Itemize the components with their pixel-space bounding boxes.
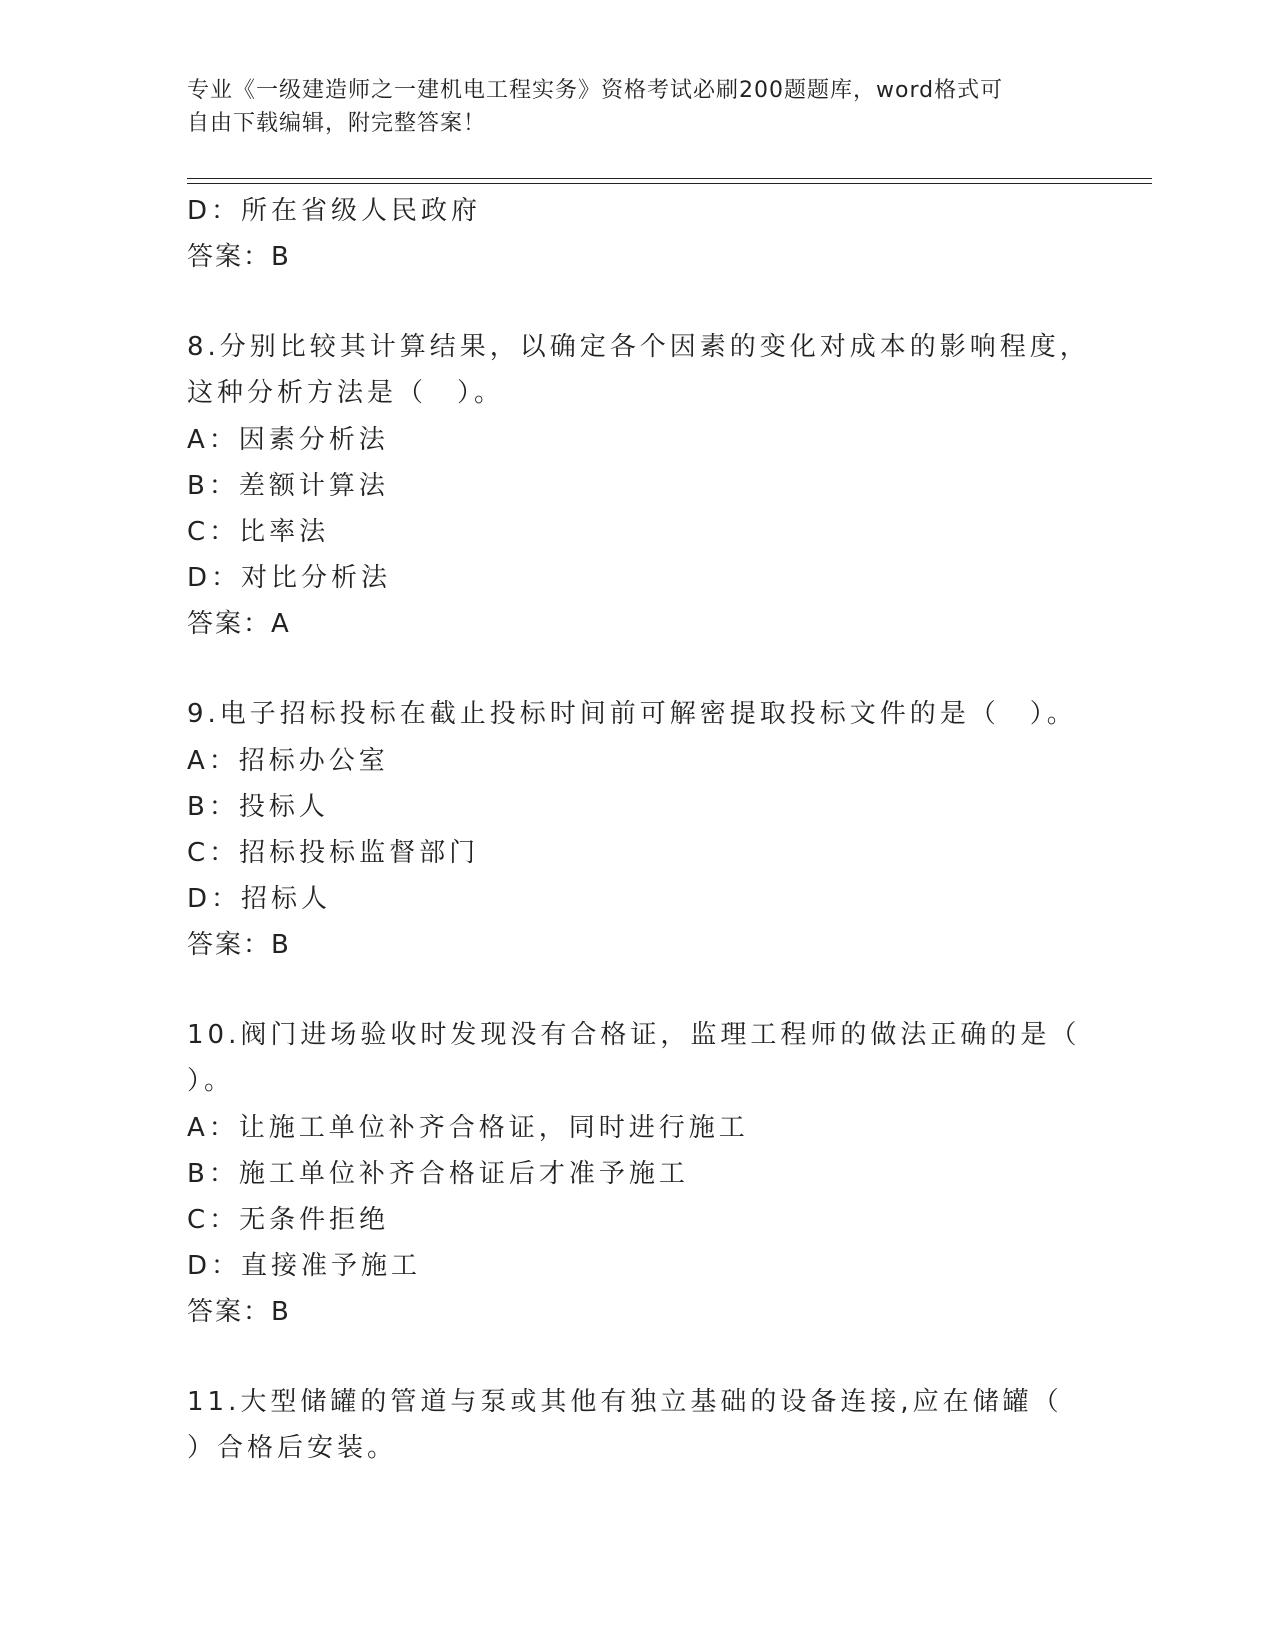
option-d: D：对比分析法	[187, 563, 392, 593]
question-list	[187, 188, 1152, 1472]
question-stem: 这种分析方法是（ ）。	[187, 378, 505, 408]
question-9	[187, 692, 1152, 968]
option-c: C：比率法	[187, 517, 330, 547]
answer-line: 答案：B	[187, 1297, 291, 1327]
option-b: B：投标人	[187, 792, 329, 822]
document-header	[187, 74, 1087, 140]
question-stem: ）合格后安装。	[187, 1433, 398, 1463]
question-stem: ）。	[187, 1066, 235, 1096]
option-c: C：无条件拒绝	[187, 1205, 390, 1235]
header-divider-bottom	[187, 183, 1152, 184]
question-11	[187, 1380, 1152, 1472]
option-a: A：因素分析法	[187, 425, 389, 455]
option-a: A：让施工单位补齐合格证，同时进行施工	[187, 1113, 749, 1143]
option-b: B：差额计算法	[187, 471, 389, 501]
question-8	[187, 325, 1152, 647]
question-stem: 8.分别比较其计算结果，以确定各个因素的变化对成本的影响程度，	[187, 332, 1090, 362]
question-stem: 9.电子招标投标在截止投标时间前可解密提取投标文件的是（ ）。	[187, 699, 1077, 729]
question-10	[187, 1013, 1152, 1335]
header-title-line2: 自由下载编辑，附完整答案！	[187, 111, 487, 136]
answer-line: 答案：B	[187, 930, 291, 960]
question-stem: 10.阀门进场验收时发现没有合格证，监理工程师的做法正确的是（	[187, 1020, 1081, 1050]
answer-line: 答案：A	[187, 609, 291, 639]
answer-line: 答案：B	[187, 242, 291, 272]
option-d: D：直接准予施工	[187, 1251, 422, 1281]
header-divider-top	[187, 178, 1152, 179]
header-title-line1: 专业《一级建造师之一建机电工程实务》资格考试必刷200题题库，word格式可	[187, 78, 1004, 103]
question-stem: 11.大型储罐的管道与泵或其他有独立基础的设备连接,应在储罐（	[187, 1387, 1063, 1417]
option-a: A：招标办公室	[187, 746, 389, 776]
option-d: D：所在省级人民政府	[187, 196, 482, 226]
option-c: C：招标投标监督部门	[187, 838, 480, 868]
option-b: B：施工单位补齐合格证后才准予施工	[187, 1159, 689, 1189]
option-d: D：招标人	[187, 884, 332, 914]
